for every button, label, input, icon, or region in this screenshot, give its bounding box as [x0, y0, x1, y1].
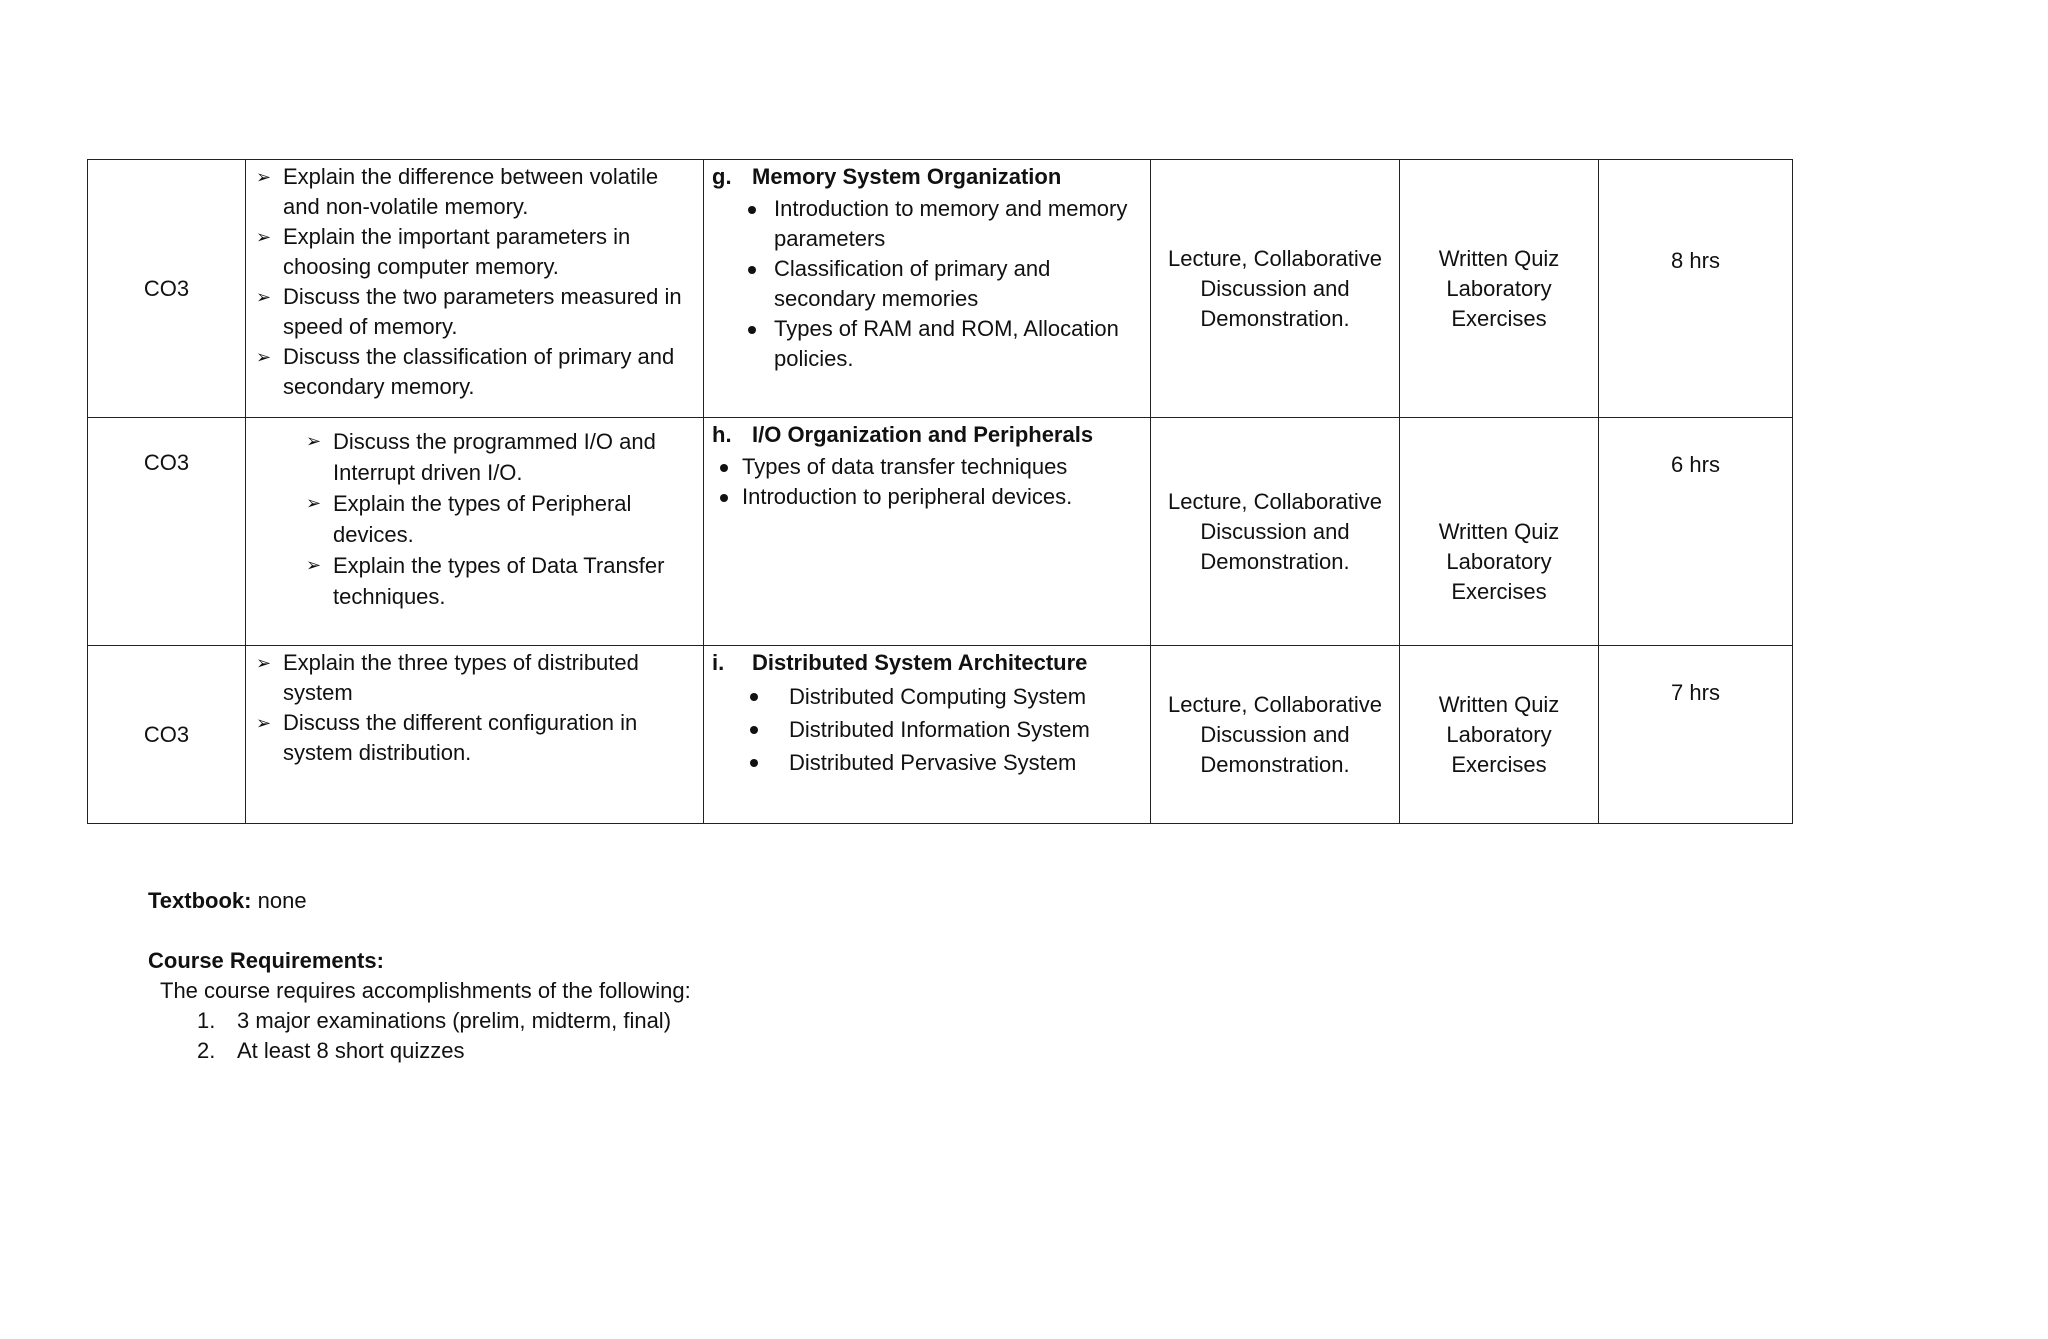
arrowhead-bullet-icon: ➢: [306, 431, 322, 451]
list-item: Introduction to peripheral devices.: [714, 482, 1140, 512]
learning-outcomes-cell: [246, 418, 704, 646]
assessment-cell: Written Quiz Laboratory Exercises: [1400, 418, 1599, 646]
textbook-line: [148, 886, 307, 916]
course-outline-table: [87, 159, 1793, 824]
table-row: [88, 418, 1793, 646]
hours-cell: 8 hrs: [1599, 160, 1793, 418]
arrowhead-bullet-icon: ➢: [306, 555, 322, 575]
hours-cell: 7 hrs: [1599, 646, 1793, 824]
list-item: ➢ Discuss the different configuration in system distribution.: [256, 710, 638, 765]
list-item: ➢ Explain the important parameters in choosing computer memory.: [256, 224, 631, 279]
topic-cell: [704, 160, 1151, 418]
list-item: ➢ Explain the types of Data Transfer techniques.: [304, 550, 691, 612]
round-bullet-icon: [748, 266, 756, 274]
learning-outcomes-cell: [246, 646, 704, 824]
course-outcome-cell: CO3: [88, 646, 246, 824]
round-bullet-icon: [720, 464, 728, 472]
hours-cell: 6 hrs: [1599, 418, 1793, 646]
course-outcome-cell: CO3: [88, 160, 246, 418]
round-bullet-icon: [720, 494, 728, 502]
arrowhead-bullet-icon: ➢: [256, 287, 272, 307]
list-item: Introduction to memory and memory parameters: [744, 194, 1140, 254]
topic-cell: [704, 646, 1151, 824]
course-requirements-title: Course Requirements:: [148, 948, 384, 973]
arrowhead-bullet-icon: ➢: [256, 227, 272, 247]
course-outcome-cell: CO3: [88, 418, 246, 646]
round-bullet-icon: [748, 326, 756, 334]
list-item: Classification of primary and secondary memories: [744, 254, 1140, 314]
list-item: 2. At least 8 short quizzes: [197, 1038, 465, 1063]
round-bullet-icon: [750, 693, 758, 701]
teaching-methods-cell: Lecture, Collaborative Discussion and Demonstration.: [1151, 646, 1400, 824]
arrowhead-bullet-icon: ➢: [306, 493, 322, 513]
course-requirements-intro: The course requires accomplishments of the following:: [160, 978, 691, 1003]
list-item: Distributed Computing System: [744, 680, 1140, 713]
course-requirements-list: [148, 1006, 691, 1066]
list-item: Distributed Pervasive System: [744, 746, 1140, 779]
arrowhead-bullet-icon: ➢: [256, 167, 272, 187]
arrowhead-bullet-icon: ➢: [256, 347, 272, 367]
round-bullet-icon: [748, 206, 756, 214]
list-item: Types of RAM and ROM, Allocation policies.: [744, 314, 1140, 374]
list-item: Distributed Information System: [744, 713, 1140, 746]
teaching-methods-cell: Lecture, Collaborative Discussion and Demonstration.: [1151, 418, 1400, 646]
arrowhead-bullet-icon: ➢: [256, 713, 272, 733]
textbook-label: Textbook:: [148, 888, 252, 913]
arrowhead-bullet-icon: ➢: [256, 653, 272, 673]
topic-title: i. Distributed System Architecture: [712, 650, 1088, 675]
list-item: ➢ Explain the difference between volatile and non-volatile memory.: [256, 164, 659, 219]
table-row: [88, 646, 1793, 824]
list-item: ➢ Discuss the programmed I/O and Interrupt driven I/O.: [304, 426, 691, 488]
round-bullet-icon: [750, 726, 758, 734]
list-item: Types of data transfer techniques: [714, 452, 1140, 482]
learning-outcomes-cell: [246, 160, 704, 418]
round-bullet-icon: [750, 759, 758, 767]
assessment-cell: Written Quiz Laboratory Exercises: [1400, 160, 1599, 418]
list-item: ➢ Explain the three types of distributed system: [256, 650, 639, 705]
list-item: 1. 3 major examinations (prelim, midterm, final): [197, 1008, 672, 1033]
list-item: ➢ Discuss the classification of primary and secondary memory.: [256, 344, 675, 399]
textbook-value: none: [257, 888, 307, 913]
topic-cell: [704, 418, 1151, 646]
course-requirements-section: [148, 946, 691, 1066]
list-item: ➢ Explain the types of Peripheral devices.: [304, 488, 691, 550]
teaching-methods-cell: Lecture, Collaborative Discussion and Demonstration.: [1151, 160, 1400, 418]
table-row: [88, 160, 1793, 418]
assessment-cell: Written Quiz Laboratory Exercises: [1400, 646, 1599, 824]
list-item: ➢ Discuss the two parameters measured in speed of memory.: [256, 284, 682, 339]
topic-title: h. I/O Organization and Peripherals: [712, 422, 1094, 447]
topic-title: g. Memory System Organization: [712, 164, 1062, 189]
